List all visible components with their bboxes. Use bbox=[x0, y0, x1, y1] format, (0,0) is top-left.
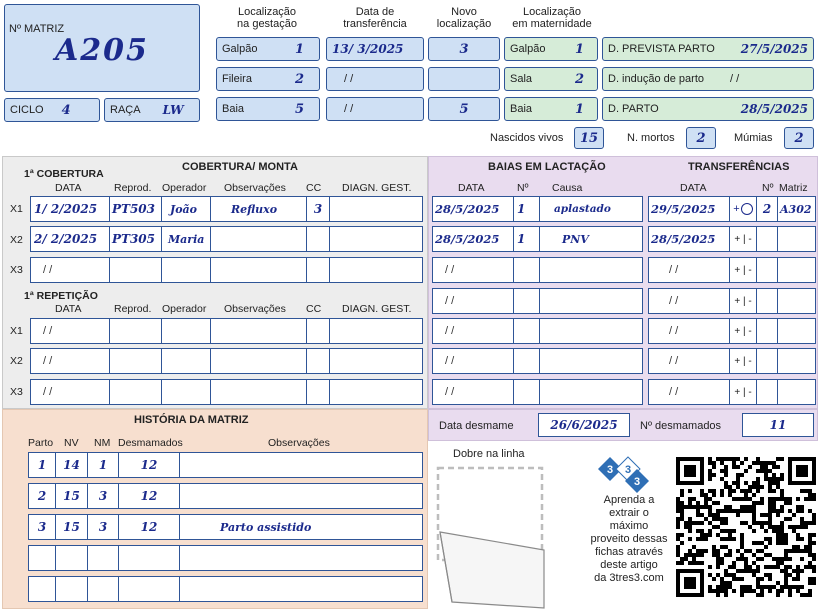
sign-label: + | - bbox=[734, 264, 752, 276]
cob1-reprod[interactable] bbox=[109, 226, 162, 252]
transf-matriz[interactable] bbox=[777, 257, 816, 283]
mat-baia-label: Baia bbox=[510, 103, 533, 115]
hist-col-nm: NM bbox=[94, 437, 111, 449]
lact-n[interactable] bbox=[513, 196, 540, 222]
nascidos-label: Nascidos vivos bbox=[490, 132, 564, 144]
cob2-row-label: X3 bbox=[10, 386, 23, 398]
hist-parto-value: 2 bbox=[37, 489, 47, 503]
novo-loc-3[interactable] bbox=[428, 97, 500, 121]
cob1-obs[interactable] bbox=[210, 257, 307, 283]
lact-date-value: / / bbox=[445, 295, 455, 307]
cob1-col-obs: Observações bbox=[224, 182, 286, 194]
transf-matriz[interactable] bbox=[777, 379, 816, 405]
prevista-parto-field[interactable] bbox=[602, 37, 814, 61]
cob1-date[interactable] bbox=[30, 257, 110, 283]
promo-text: Aprenda a extrair o máximo proveito dessas fichas através deste artigo da 3tres3.com bbox=[590, 494, 668, 584]
novo-loc-1-value: 3 bbox=[459, 41, 469, 57]
cob2-col-operador: Operador bbox=[162, 303, 207, 315]
hist-desm-value: 12 bbox=[140, 520, 158, 534]
lact-n[interactable] bbox=[513, 226, 540, 252]
nascidos-value: 15 bbox=[579, 130, 599, 146]
baia-value: 5 bbox=[294, 101, 304, 117]
cob1-col-cc: CC bbox=[306, 182, 322, 194]
transf-sign[interactable] bbox=[729, 226, 757, 252]
hist-desm[interactable] bbox=[118, 483, 180, 509]
galpao-field[interactable] bbox=[216, 37, 320, 61]
transf-date-3[interactable] bbox=[326, 97, 424, 121]
hist-obs[interactable] bbox=[179, 483, 423, 509]
hist-nv-value: 15 bbox=[63, 489, 80, 503]
cob2-cc[interactable] bbox=[306, 348, 330, 374]
lact-date-value: 28/5/2025 bbox=[435, 232, 500, 246]
cobertura-title: COBERTURA/ MONTA bbox=[182, 161, 298, 173]
transf-matriz[interactable] bbox=[777, 318, 816, 344]
ciclo-field[interactable] bbox=[4, 98, 100, 122]
cob2-row-label: X2 bbox=[10, 355, 23, 367]
cob1-reprod[interactable] bbox=[109, 196, 162, 222]
cob2-col-diagn: DIAGN. GEST. bbox=[342, 303, 412, 315]
raca-field[interactable] bbox=[104, 98, 200, 122]
cob1-operador[interactable] bbox=[161, 196, 211, 222]
desmame-field[interactable] bbox=[538, 413, 630, 437]
cob2-operador[interactable] bbox=[161, 318, 211, 344]
matrix-value[interactable]: A205 bbox=[55, 33, 149, 68]
lact-col-causa: Causa bbox=[552, 182, 583, 194]
hist-nm-value: 1 bbox=[98, 458, 108, 472]
lact-date-value: / / bbox=[445, 325, 455, 337]
cob2-reprod[interactable] bbox=[109, 318, 162, 344]
hist-nm[interactable] bbox=[87, 545, 119, 571]
transf-n[interactable] bbox=[756, 318, 778, 344]
lact-date-value: 28/5/2025 bbox=[435, 202, 500, 216]
mumias-label: Múmias bbox=[734, 132, 773, 144]
cob2-col-data: DATA bbox=[55, 303, 82, 315]
hist-desm[interactable] bbox=[118, 514, 180, 540]
col-novo-heading: Novo localização bbox=[436, 6, 492, 30]
hist-nv[interactable] bbox=[55, 452, 88, 478]
transf-sign[interactable] bbox=[729, 379, 757, 405]
hist-parto-value: 3 bbox=[37, 520, 47, 534]
transf-date-value: 29/5/2025 bbox=[651, 202, 716, 216]
raca-value: LW bbox=[162, 103, 184, 117]
hist-nm[interactable] bbox=[87, 514, 119, 540]
transf-sign[interactable] bbox=[729, 348, 757, 374]
lact-n[interactable] bbox=[513, 379, 540, 405]
transf-date[interactable] bbox=[648, 348, 730, 374]
cob1-diagn[interactable] bbox=[329, 257, 423, 283]
lactacao-title: BAIAS EM LACTAÇÃO bbox=[488, 161, 606, 173]
historia-title: HISTÓRIA DA MATRIZ bbox=[134, 414, 249, 426]
sign-label: + | - bbox=[734, 325, 752, 337]
lact-date[interactable] bbox=[432, 257, 514, 283]
prevista-parto-value: 27/5/2025 bbox=[740, 42, 808, 56]
transf-date-value: / / bbox=[669, 295, 679, 307]
hist-obs[interactable] bbox=[179, 514, 423, 540]
lact-n[interactable] bbox=[513, 257, 540, 283]
cob2-obs[interactable] bbox=[210, 318, 307, 344]
hist-nm[interactable] bbox=[87, 452, 119, 478]
lact-causa-value: PNV bbox=[562, 232, 589, 246]
transf-sign[interactable] bbox=[729, 196, 757, 222]
cob2-cc[interactable] bbox=[306, 318, 330, 344]
transf-sign[interactable] bbox=[729, 318, 757, 344]
hist-obs[interactable] bbox=[179, 545, 423, 571]
lact-causa[interactable] bbox=[539, 226, 643, 252]
sign-label: + | - bbox=[734, 355, 752, 367]
cob2-date-value: / / bbox=[43, 386, 53, 398]
cob1-date[interactable] bbox=[30, 226, 110, 252]
baia-label: Baia bbox=[222, 103, 245, 115]
cob1-row-label: X2 bbox=[10, 234, 23, 246]
hist-nv[interactable] bbox=[55, 514, 88, 540]
desmamados-label: Nº desmamados bbox=[640, 420, 722, 432]
lact-causa[interactable] bbox=[539, 348, 643, 374]
hist-obs[interactable] bbox=[179, 452, 423, 478]
lact-date-value: / / bbox=[445, 264, 455, 276]
transf-n[interactable] bbox=[756, 288, 778, 314]
transf-n[interactable] bbox=[756, 257, 778, 283]
hist-col-obs: Observações bbox=[268, 437, 330, 449]
cob2-obs[interactable] bbox=[210, 379, 307, 405]
cobertura-sub1: 1ª COBERTURA bbox=[24, 168, 104, 180]
cob1-obs[interactable] bbox=[210, 196, 307, 222]
cob1-col-diagn: DIAGN. GEST. bbox=[342, 182, 412, 194]
fold-label: Dobre na linha bbox=[453, 448, 525, 460]
col-gest-heading: Localização na gestação bbox=[237, 6, 297, 30]
transf-date[interactable] bbox=[648, 196, 730, 222]
sign-label: + | - bbox=[734, 386, 752, 398]
transf-date[interactable] bbox=[648, 318, 730, 344]
lact-date[interactable] bbox=[432, 226, 514, 252]
inducao-parto-label: D. indução de parto bbox=[608, 73, 705, 85]
hist-obs[interactable] bbox=[179, 576, 423, 602]
lact-date[interactable] bbox=[432, 348, 514, 374]
cob1-operador[interactable] bbox=[161, 226, 211, 252]
transf-matriz[interactable] bbox=[777, 196, 816, 222]
hist-nv-value: 15 bbox=[63, 520, 80, 534]
parto-field[interactable] bbox=[602, 97, 814, 121]
desmamados-value: 11 bbox=[769, 418, 787, 432]
transf-date-2-value: / / bbox=[344, 73, 354, 85]
ciclo-label: CICLO bbox=[10, 104, 44, 116]
transf-date-3-value: / / bbox=[344, 103, 354, 115]
hist-nm[interactable] bbox=[87, 483, 119, 509]
transf-date[interactable] bbox=[648, 288, 730, 314]
inducao-parto-value: / / bbox=[730, 73, 740, 85]
raca-label: RAÇA bbox=[110, 104, 141, 116]
cobertura-sub2: 1ª REPETIÇÃO bbox=[24, 290, 98, 302]
cob2-date[interactable] bbox=[30, 318, 110, 344]
col-transf-heading: Data de transferência bbox=[343, 6, 407, 30]
hist-nv[interactable] bbox=[55, 545, 88, 571]
cob2-col-obs: Observações bbox=[224, 303, 286, 315]
hist-parto[interactable] bbox=[28, 576, 56, 602]
desmame-value: 26/6/2025 bbox=[550, 418, 618, 432]
lact-date-value: / / bbox=[445, 386, 455, 398]
cob2-operador[interactable] bbox=[161, 379, 211, 405]
logo-digit: 3 bbox=[633, 476, 641, 488]
hist-desm[interactable] bbox=[118, 545, 180, 571]
cob1-operador-value: João bbox=[170, 202, 198, 216]
lact-col-data: DATA bbox=[458, 182, 485, 194]
lact-n-value: 1 bbox=[517, 232, 526, 246]
cob1-reprod-value: PT305 bbox=[112, 232, 156, 246]
cob1-operador-value: Maria bbox=[168, 232, 205, 246]
cob1-date-value: 2/ 2/2025 bbox=[34, 232, 98, 246]
transf-sign[interactable] bbox=[729, 257, 757, 283]
cob2-reprod[interactable] bbox=[109, 348, 162, 374]
logo-digit: 3 bbox=[624, 464, 632, 476]
transf-date[interactable] bbox=[648, 379, 730, 405]
desmame-label: Data desmame bbox=[439, 420, 514, 432]
cob1-reprod[interactable] bbox=[109, 257, 162, 283]
lact-date[interactable] bbox=[432, 379, 514, 405]
col-mat-heading: Localização em maternidade bbox=[512, 6, 592, 30]
sign-label: + | - bbox=[734, 233, 752, 245]
mortos-label: N. mortos bbox=[627, 132, 675, 144]
transf-matriz[interactable] bbox=[777, 288, 816, 314]
mumias-field[interactable] bbox=[784, 127, 814, 149]
cob1-cc[interactable] bbox=[306, 226, 330, 252]
logo-digit: 3 bbox=[606, 464, 614, 476]
cob1-obs-value: Refluxo bbox=[231, 202, 278, 216]
parto-label: D. PARTO bbox=[608, 103, 659, 115]
cob2-col-reprod: Reprod. bbox=[114, 303, 152, 315]
lact-causa[interactable] bbox=[539, 379, 643, 405]
lact-causa[interactable] bbox=[539, 196, 643, 222]
cob1-col-data: DATA bbox=[55, 182, 82, 194]
cob1-date-value: / / bbox=[43, 264, 53, 276]
transf-date[interactable] bbox=[648, 226, 730, 252]
lact-causa[interactable] bbox=[539, 318, 643, 344]
qr-code-icon[interactable] bbox=[676, 457, 816, 597]
transf-matriz[interactable] bbox=[777, 348, 816, 374]
mat-baia-value: 1 bbox=[574, 101, 584, 117]
cob1-date-value: 1/ 2/2025 bbox=[34, 202, 98, 216]
galpao-value: 1 bbox=[294, 41, 304, 57]
cob2-obs[interactable] bbox=[210, 348, 307, 374]
transf-date-1-value: 13/ 3/2025 bbox=[332, 42, 404, 56]
transf-date-value: / / bbox=[669, 355, 679, 367]
mat-baia-field[interactable] bbox=[504, 97, 598, 121]
transf-col-matriz: Matriz bbox=[779, 182, 808, 194]
sign-selected-icon: + bbox=[733, 203, 752, 215]
transf-date-1[interactable] bbox=[326, 37, 424, 61]
hist-desm[interactable] bbox=[118, 452, 180, 478]
cob1-diagn[interactable] bbox=[329, 226, 423, 252]
cob1-operador[interactable] bbox=[161, 257, 211, 283]
cob2-col-cc: CC bbox=[306, 303, 322, 315]
cob1-cc[interactable] bbox=[306, 196, 330, 222]
lact-date[interactable] bbox=[432, 318, 514, 344]
novo-loc-2[interactable] bbox=[428, 67, 500, 91]
hist-parto[interactable] bbox=[28, 452, 56, 478]
cob1-obs[interactable] bbox=[210, 226, 307, 252]
transf-col-n: Nº bbox=[762, 182, 774, 194]
sala-value: 2 bbox=[574, 71, 584, 87]
cob2-diagn[interactable] bbox=[329, 348, 423, 374]
fold-line-icon bbox=[432, 462, 552, 610]
transf-n[interactable] bbox=[756, 379, 778, 405]
lact-causa-value: aplastado bbox=[554, 203, 611, 215]
cob2-diagn[interactable] bbox=[329, 318, 423, 344]
lact-col-n: Nº bbox=[517, 182, 529, 194]
galpao-label: Galpão bbox=[222, 43, 258, 55]
transf-matriz[interactable] bbox=[777, 226, 816, 252]
cob2-reprod[interactable] bbox=[109, 379, 162, 405]
mat-galpao-value: 1 bbox=[574, 41, 584, 57]
transf-n[interactable] bbox=[756, 348, 778, 374]
parto-value: 28/5/2025 bbox=[740, 102, 808, 116]
transf-date-value: 28/5/2025 bbox=[651, 232, 716, 246]
desmamados-field[interactable] bbox=[742, 413, 814, 437]
hist-nm-value: 3 bbox=[98, 520, 108, 534]
hist-nv-value: 14 bbox=[63, 458, 80, 472]
hist-nm-value: 3 bbox=[98, 489, 108, 503]
prevista-parto-label: D. PREVISTA PARTO bbox=[608, 43, 715, 55]
transf-n[interactable] bbox=[756, 196, 778, 222]
lact-causa[interactable] bbox=[539, 288, 643, 314]
cob1-row-label: X1 bbox=[10, 203, 23, 215]
transf-n-value: 2 bbox=[762, 202, 772, 216]
mat-galpao-field[interactable] bbox=[504, 37, 598, 61]
transf-date-2[interactable] bbox=[326, 67, 424, 91]
cob1-cc-value: 3 bbox=[313, 202, 323, 216]
nascidos-field[interactable] bbox=[574, 127, 604, 149]
mat-galpao-label: Galpão bbox=[510, 43, 546, 55]
hist-col-parto: Parto bbox=[28, 437, 54, 449]
transf-date[interactable] bbox=[648, 257, 730, 283]
mortos-value: 2 bbox=[696, 130, 706, 146]
hist-parto[interactable] bbox=[28, 545, 56, 571]
lact-causa[interactable] bbox=[539, 257, 643, 283]
lact-n[interactable] bbox=[513, 348, 540, 374]
cob2-cc[interactable] bbox=[306, 379, 330, 405]
hist-desm-value: 12 bbox=[140, 489, 158, 503]
transf-date-value: / / bbox=[669, 386, 679, 398]
cob2-diagn[interactable] bbox=[329, 379, 423, 405]
sala-field[interactable] bbox=[504, 67, 598, 91]
hist-nv[interactable] bbox=[55, 483, 88, 509]
inducao-parto-field[interactable] bbox=[602, 67, 814, 91]
matrix-box bbox=[4, 4, 200, 92]
hist-parto-value: 1 bbox=[37, 458, 47, 472]
transf-sign[interactable] bbox=[729, 288, 757, 314]
ciclo-value: 4 bbox=[61, 102, 71, 118]
mumias-value: 2 bbox=[794, 130, 804, 146]
cob2-date-value: / / bbox=[43, 325, 53, 337]
transf-date-value: / / bbox=[669, 325, 679, 337]
lact-n-value: 1 bbox=[517, 202, 526, 216]
lact-date[interactable] bbox=[432, 196, 514, 222]
hist-nm[interactable] bbox=[87, 576, 119, 602]
hist-col-desm: Desmamados bbox=[118, 437, 183, 449]
lact-date[interactable] bbox=[432, 288, 514, 314]
cob2-operador[interactable] bbox=[161, 348, 211, 374]
transf-col-data: DATA bbox=[680, 182, 707, 194]
transf-date-value: / / bbox=[669, 264, 679, 276]
matrix-label: Nº MATRIZ bbox=[9, 23, 65, 35]
hist-parto[interactable] bbox=[28, 483, 56, 509]
transf-n[interactable] bbox=[756, 226, 778, 252]
fileira-field[interactable] bbox=[216, 67, 320, 91]
cob1-diagn[interactable] bbox=[329, 196, 423, 222]
transferencias-title: TRANSFERÊNCIAS bbox=[688, 161, 790, 173]
lact-n[interactable] bbox=[513, 288, 540, 314]
hist-obs-value: Parto assistido bbox=[220, 520, 312, 534]
cob2-date-value: / / bbox=[43, 355, 53, 367]
hist-desm[interactable] bbox=[118, 576, 180, 602]
cob1-cc[interactable] bbox=[306, 257, 330, 283]
novo-loc-1[interactable] bbox=[428, 37, 500, 61]
sala-label: Sala bbox=[510, 73, 533, 85]
cob2-date[interactable] bbox=[30, 348, 110, 374]
cob2-row-label: X1 bbox=[10, 325, 23, 337]
cob1-reprod-value: PT503 bbox=[112, 202, 156, 216]
cob2-date[interactable] bbox=[30, 379, 110, 405]
sign-label: + | - bbox=[734, 295, 752, 307]
hist-parto[interactable] bbox=[28, 514, 56, 540]
lact-n[interactable] bbox=[513, 318, 540, 344]
tres3-logo-icon bbox=[596, 455, 660, 495]
cob1-row-label: X3 bbox=[10, 264, 23, 276]
baia-field[interactable] bbox=[216, 97, 320, 121]
lact-date-value: / / bbox=[445, 355, 455, 367]
cob1-col-operador: Operador bbox=[162, 182, 207, 194]
fileira-value: 2 bbox=[294, 71, 304, 87]
cob1-date[interactable] bbox=[30, 196, 110, 222]
transf-matriz-value: A302 bbox=[780, 202, 812, 216]
hist-desm-value: 12 bbox=[140, 458, 158, 472]
mortos-field[interactable] bbox=[686, 127, 716, 149]
hist-nv[interactable] bbox=[55, 576, 88, 602]
fileira-label: Fileira bbox=[222, 73, 252, 85]
cob1-col-reprod: Reprod. bbox=[114, 182, 152, 194]
hist-col-nv: NV bbox=[64, 437, 79, 449]
novo-loc-3-value: 5 bbox=[459, 101, 469, 117]
